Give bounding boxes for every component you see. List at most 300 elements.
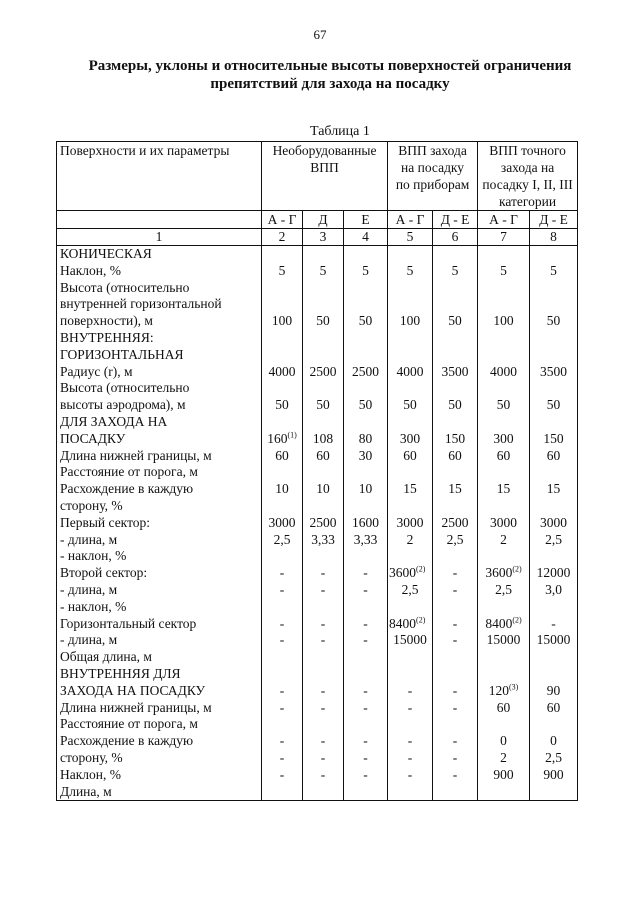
cell-value: 100 — [399, 313, 421, 329]
table-cell — [344, 246, 388, 263]
table-cell — [433, 750, 478, 767]
table-cell — [344, 431, 388, 448]
table-cell — [478, 532, 530, 549]
table-cell — [530, 515, 578, 532]
table-row — [57, 632, 578, 649]
table-cell — [530, 716, 578, 733]
table-cell — [262, 683, 303, 700]
table-cell — [388, 364, 433, 381]
cell-value: - — [320, 766, 326, 782]
table-cell — [262, 616, 303, 633]
cell-value: - — [452, 749, 458, 765]
table-body — [57, 246, 578, 801]
cell-value: 3,0 — [545, 581, 562, 597]
cell-value: 300 — [399, 430, 421, 446]
row-label: Высота (относительно — [57, 280, 262, 297]
cell-value: 3,33 — [311, 531, 335, 547]
table-cell — [262, 767, 303, 784]
table-cell — [478, 280, 530, 297]
table-cell — [303, 683, 344, 700]
table-cell — [388, 397, 433, 414]
table-label: Таблица 1 — [310, 124, 370, 139]
table-cell — [344, 515, 388, 532]
table-cell — [303, 414, 344, 431]
cell-value: - — [452, 733, 458, 749]
cell-value: 5 — [362, 262, 369, 278]
cell-value: 2,5 — [495, 581, 512, 597]
table-cell — [433, 700, 478, 717]
subheader-cell: А - Г — [262, 211, 303, 229]
table-cell — [344, 666, 388, 683]
table-cell — [303, 246, 344, 263]
table-cell — [303, 716, 344, 733]
table-cell — [344, 582, 388, 599]
column-number: 1 — [57, 229, 262, 246]
cell-value: - — [320, 699, 326, 715]
document-title — [60, 57, 600, 93]
table-cell — [433, 431, 478, 448]
column-number: 6 — [433, 229, 478, 246]
cell-value: - — [320, 565, 326, 581]
table-cell — [388, 296, 433, 313]
cell-value: - — [279, 766, 285, 782]
table-cell — [388, 784, 433, 801]
cell-value: - — [279, 632, 285, 648]
table-cell — [303, 498, 344, 515]
table-cell — [478, 733, 530, 750]
table-cell — [344, 448, 388, 465]
table-cell — [433, 733, 478, 750]
table-cell — [530, 683, 578, 700]
table-cell — [344, 313, 388, 330]
cell-value: 10 — [275, 481, 289, 497]
row-label: Длина нижней границы, м — [57, 700, 262, 717]
table-cell — [344, 364, 388, 381]
cell-value: 50 — [275, 397, 289, 413]
table-row — [57, 716, 578, 733]
table-cell — [262, 733, 303, 750]
table-row — [57, 767, 578, 784]
row-label: поверхности), м — [57, 313, 262, 330]
cell-value: 60 — [275, 447, 289, 463]
table-cell — [344, 330, 388, 347]
table-cell — [478, 313, 530, 330]
table-cell — [530, 448, 578, 465]
table-cell — [530, 616, 578, 633]
table-cell — [262, 498, 303, 515]
cell-value: 150 — [444, 430, 466, 446]
table-cell — [303, 632, 344, 649]
row-label: сторону, % — [57, 750, 262, 767]
table-row — [57, 532, 578, 549]
footnote-marker: (2) — [512, 615, 522, 625]
table-cell — [262, 431, 303, 448]
cell-value: 150 — [543, 430, 564, 446]
table-cell — [303, 733, 344, 750]
table-cell — [478, 750, 530, 767]
table-cell — [478, 414, 530, 431]
cell-value: - — [320, 749, 326, 765]
cell-value: - — [363, 682, 368, 698]
table-row — [57, 481, 578, 498]
cell-value: 2,5 — [401, 581, 419, 597]
table-cell — [530, 599, 578, 616]
table-cell — [530, 246, 578, 263]
row-label: - длина, м — [57, 632, 262, 649]
cell-value: - — [320, 733, 326, 749]
row-label: Расстояние от порога, м — [57, 716, 262, 733]
header-params: Поверхности и их параметры — [57, 142, 262, 211]
table-cell — [344, 716, 388, 733]
table-cell — [388, 683, 433, 700]
cell-value: 50 — [448, 397, 462, 413]
cell-value: 2 — [500, 749, 507, 765]
table-cell — [388, 616, 433, 633]
cell-value: 12000 — [536, 565, 571, 581]
cell-value: 15 — [496, 481, 511, 497]
table-cell — [478, 599, 530, 616]
column-number: 2 — [262, 229, 303, 246]
table-cell — [262, 632, 303, 649]
table-cell — [344, 464, 388, 481]
cell-value: 50 — [496, 397, 511, 413]
cell-value: 15 — [546, 481, 561, 497]
row-label: сторону, % — [57, 498, 262, 515]
cell-value: - — [279, 581, 285, 597]
subheader-cell: А - Г — [388, 211, 433, 229]
row-label: ПОСАДКУ — [57, 431, 262, 448]
table-row — [57, 313, 578, 330]
cell-value: 60 — [316, 447, 330, 463]
cell-value: 50 — [403, 397, 417, 413]
table-row — [57, 364, 578, 381]
table-cell — [478, 767, 530, 784]
table-cell — [530, 481, 578, 498]
row-label: Наклон, % — [57, 767, 262, 784]
cell-value: 50 — [358, 397, 373, 413]
table-cell — [478, 632, 530, 649]
table-cell — [303, 666, 344, 683]
cell-value: 50 — [448, 313, 462, 329]
title-line-2: препятствий для захода на посадку — [210, 76, 450, 92]
header-row — [57, 142, 578, 211]
table-cell — [388, 599, 433, 616]
table-cell — [303, 548, 344, 565]
table-cell — [478, 296, 530, 313]
table-cell — [478, 347, 530, 364]
table-cell — [262, 397, 303, 414]
cell-value: 900 — [543, 766, 564, 782]
table-cell — [388, 733, 433, 750]
cell-value: 50 — [316, 397, 330, 413]
cell-value: - — [363, 565, 368, 581]
cell-value: 0 — [550, 733, 557, 749]
table-cell — [433, 515, 478, 532]
table-cell — [433, 263, 478, 280]
table-cell — [262, 296, 303, 313]
row-label: - наклон, % — [57, 599, 262, 616]
cell-value: 60 — [546, 447, 561, 463]
cell-value: 90 — [546, 682, 561, 698]
table-cell — [303, 347, 344, 364]
table-row — [57, 431, 578, 448]
table-cell — [262, 515, 303, 532]
table-row — [57, 750, 578, 767]
subheader-empty — [57, 211, 262, 229]
table-cell — [530, 347, 578, 364]
table-cell — [530, 296, 578, 313]
row-label: ЗАХОДА НА ПОСАДКУ — [57, 683, 262, 700]
table-cell — [530, 280, 578, 297]
table-cell — [344, 565, 388, 582]
table-cell — [303, 515, 344, 532]
table-cell — [262, 716, 303, 733]
table-cell — [478, 448, 530, 465]
table-row — [57, 565, 578, 582]
table-cell — [344, 498, 388, 515]
cell-value: 2500 — [309, 514, 337, 530]
table-cell — [388, 481, 433, 498]
table-cell — [433, 548, 478, 565]
cell-value: 2500 — [352, 363, 380, 379]
table-cell — [262, 649, 303, 666]
table-cell — [530, 582, 578, 599]
table-row — [57, 498, 578, 515]
table-cell — [530, 733, 578, 750]
cell-value: 60 — [496, 447, 511, 463]
row-label: ВНУТРЕННЯЯ: — [57, 330, 262, 347]
table-cell — [478, 548, 530, 565]
table-cell — [262, 532, 303, 549]
table-cell — [478, 246, 530, 263]
table-cell — [433, 364, 478, 381]
table-row — [57, 263, 578, 280]
table-cell — [388, 750, 433, 767]
table-cell — [433, 347, 478, 364]
table-cell — [388, 313, 433, 330]
cell-value: - — [320, 632, 326, 648]
cell-value: 60 — [546, 699, 561, 715]
cell-value: - — [279, 733, 285, 749]
cell-value: - — [320, 581, 326, 597]
table-cell — [388, 632, 433, 649]
table-cell — [303, 784, 344, 801]
cell-value: 0 — [500, 733, 507, 749]
table-cell — [433, 481, 478, 498]
footnote-marker: (3) — [509, 682, 519, 692]
row-label: - наклон, % — [57, 548, 262, 565]
table-cell — [433, 649, 478, 666]
cell-value: 3500 — [441, 363, 469, 379]
table-cell — [262, 280, 303, 297]
table-cell — [433, 632, 478, 649]
cell-value: - — [452, 682, 458, 698]
cell-value: 3600 — [389, 565, 417, 581]
cell-value: 300 — [493, 430, 514, 446]
table-cell — [262, 246, 303, 263]
table-cell — [388, 700, 433, 717]
table-cell — [433, 397, 478, 414]
table-row — [57, 582, 578, 599]
table-cell — [530, 767, 578, 784]
table-cell — [478, 464, 530, 481]
cell-value: 2,5 — [273, 531, 291, 547]
table-row — [57, 380, 578, 397]
table-cell — [344, 280, 388, 297]
cell-value: 60 — [496, 699, 511, 715]
cell-value: - — [279, 749, 285, 765]
cell-value: 900 — [493, 766, 514, 782]
row-label: внутренней горизонтальной — [57, 296, 262, 313]
table-row — [57, 448, 578, 465]
table-cell — [303, 397, 344, 414]
table-cell — [433, 767, 478, 784]
cell-value: 15 — [448, 481, 462, 497]
table-cell — [344, 481, 388, 498]
cell-value: 15000 — [393, 632, 427, 648]
table-cell — [344, 532, 388, 549]
cell-value: - — [452, 766, 458, 782]
table-cell — [344, 599, 388, 616]
row-label: ГОРИЗОНТАЛЬНАЯ — [57, 347, 262, 364]
cell-value: 3000 — [268, 514, 296, 530]
table-cell — [344, 649, 388, 666]
table-cell — [388, 716, 433, 733]
table-row — [57, 464, 578, 481]
table-cell — [478, 330, 530, 347]
table-row — [57, 397, 578, 414]
table-cell — [262, 784, 303, 801]
table-cell — [303, 649, 344, 666]
column-number: 8 — [530, 229, 578, 246]
table-cell — [433, 784, 478, 801]
table-cell — [478, 431, 530, 448]
row-label: - длина, м — [57, 532, 262, 549]
table-cell — [344, 616, 388, 633]
table-cell — [303, 599, 344, 616]
cell-value: - — [363, 581, 368, 597]
cell-value: 15000 — [486, 632, 521, 648]
row-label: Расхождение в каждую — [57, 481, 262, 498]
cell-value: 8400 — [389, 615, 417, 631]
cell-value: 80 — [358, 430, 373, 446]
table-cell — [388, 414, 433, 431]
cell-value: 50 — [316, 313, 330, 329]
cell-value: 2500 — [309, 363, 337, 379]
table-cell — [344, 733, 388, 750]
table-cell — [433, 330, 478, 347]
table-cell — [262, 750, 303, 767]
obstacle-limitation-table — [56, 141, 578, 801]
table-cell — [433, 296, 478, 313]
cell-value: 5 — [278, 262, 286, 278]
row-label: Наклон, % — [57, 263, 262, 280]
cell-value: 3500 — [540, 363, 568, 379]
table-cell — [433, 380, 478, 397]
cell-value: 15000 — [536, 632, 571, 648]
table-cell — [433, 246, 478, 263]
table-cell — [433, 280, 478, 297]
row-label: Второй сектор: — [57, 565, 262, 582]
row-label: - длина, м — [57, 582, 262, 599]
row-label: Горизонтальный сектор — [57, 616, 262, 633]
table-cell — [478, 666, 530, 683]
table-cell — [530, 750, 578, 767]
table-row — [57, 548, 578, 565]
row-label: Длина нижней границы, м — [57, 448, 262, 465]
table-cell — [433, 716, 478, 733]
table-cell — [530, 632, 578, 649]
table-cell — [388, 532, 433, 549]
row-label: Радиус (r), м — [57, 364, 262, 381]
row-label: Длина, м — [57, 784, 262, 801]
title-line-1: Размеры, уклоны и относительные высоты поверхностей ограничения — [88, 58, 572, 74]
table-cell — [303, 431, 344, 448]
table-cell — [433, 448, 478, 465]
cell-value: - — [363, 733, 368, 749]
cell-value: - — [279, 682, 285, 698]
cell-value: - — [452, 615, 458, 631]
cell-value: 120 — [488, 682, 509, 698]
table-cell — [344, 414, 388, 431]
table-cell — [303, 481, 344, 498]
cell-value: - — [407, 682, 413, 698]
subheader-cell: Д — [303, 211, 344, 229]
cell-value: 10 — [316, 481, 330, 497]
table-cell — [303, 750, 344, 767]
subheader-row — [57, 211, 578, 229]
table-cell — [530, 666, 578, 683]
cell-value: 50 — [358, 313, 373, 329]
table-cell — [530, 784, 578, 801]
table-cell — [478, 481, 530, 498]
table-cell — [433, 616, 478, 633]
table-cell — [530, 565, 578, 582]
table-cell — [530, 263, 578, 280]
footnote-marker: (2) — [416, 564, 426, 574]
table-cell — [433, 666, 478, 683]
table-cell — [303, 330, 344, 347]
table-cell — [388, 548, 433, 565]
table-cell — [262, 347, 303, 364]
table-cell — [433, 683, 478, 700]
table-cell — [262, 481, 303, 498]
table-row — [57, 733, 578, 750]
cell-value: 3000 — [396, 514, 424, 530]
table-cell — [530, 330, 578, 347]
table-cell — [478, 616, 530, 633]
table-cell — [303, 582, 344, 599]
column-number: 3 — [303, 229, 344, 246]
cell-value: 2,5 — [446, 531, 464, 547]
table-cell — [478, 515, 530, 532]
table-cell — [478, 397, 530, 414]
table-row — [57, 683, 578, 700]
cell-value: 10 — [358, 481, 373, 497]
table-cell — [388, 565, 433, 582]
table-cell — [388, 263, 433, 280]
cell-value: 2 — [406, 531, 414, 547]
table-row — [57, 246, 578, 263]
table-cell — [344, 683, 388, 700]
table-cell — [530, 700, 578, 717]
table-cell — [478, 716, 530, 733]
table-cell — [478, 364, 530, 381]
table-cell — [344, 296, 388, 313]
cell-value: - — [363, 632, 368, 648]
table-cell — [262, 380, 303, 397]
cell-value: 5 — [500, 262, 507, 278]
